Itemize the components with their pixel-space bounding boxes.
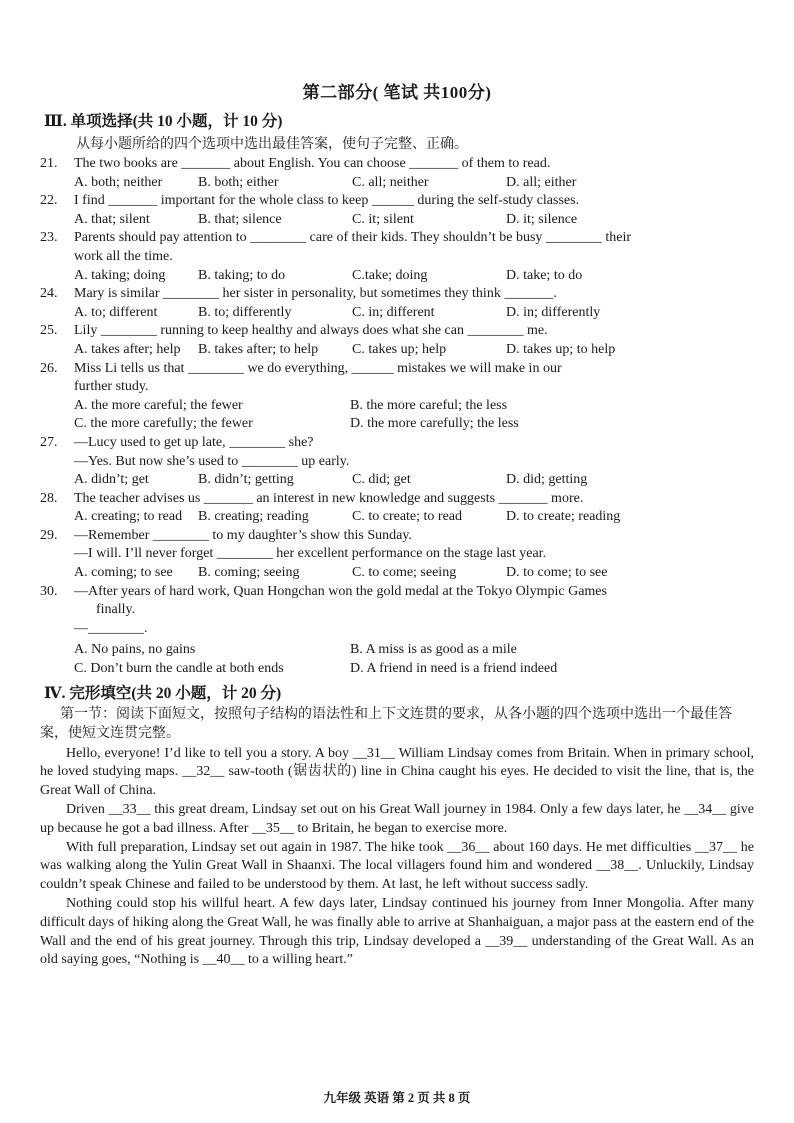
question-text-continued: further study. (74, 379, 149, 395)
passage-paragraph-4: Nothing could stop his willful heart. A few days later, Lindsay continued his journey from Inner Mongolia. After many difficult days of hiking along the Great Wall, he was finally able to arrive at Shanhaiguan, a major pass at the eastern end of the Wall and the end of his great journey. Through this trip, Lindsay developed a __39__ understanding of the Great Wall. As an old saying goes, “Nothing is __40__ to a willing heart.” (40, 896, 754, 968)
option-a: A. that; silent (74, 211, 150, 227)
section-3-heading: Ⅲ. 单项选择(共 10 小题，计 10 分) (44, 113, 283, 130)
option-b: B. coming; seeing (198, 565, 300, 581)
question-21 (40, 155, 754, 192)
option-b: B. A miss is as good as a mile (350, 642, 517, 658)
option-b: B. the more careful; the less (350, 397, 508, 413)
question-23 (40, 229, 754, 285)
option-a: A. both; neither (74, 174, 163, 190)
option-c: C. did; get (352, 472, 411, 488)
option-a: A. the more careful; the fewer (74, 397, 243, 413)
option-b: B. creating; reading (198, 509, 309, 525)
question-number: 21. (40, 156, 58, 171)
question-text: Lily ________ running to keep healthy and always does what she can ________ me. (74, 323, 548, 339)
cloze-passage (40, 745, 754, 971)
option-c: C. to come; seeing (352, 565, 457, 581)
question-number: 30. (40, 583, 58, 599)
question-text: —After years of hard work, Quan Hongchan won the gold medal at the Tokyo Olympic Games (74, 583, 607, 599)
question-27 (40, 434, 754, 490)
passage-paragraph-1: Hello, everyone! I’d like to tell you a story. A boy __31__ William Lindsay comes from Britain. When in primary school, he loved studying maps. __32__ saw-tooth (锯齿状的) line in China caught his eyes. He decided to visit the line, that is, the Great Wall of China. (40, 745, 754, 799)
page-footer: 九年级 英语 第 2 页 共 8 页 (323, 1091, 471, 1105)
option-a: A. takes after; help (74, 341, 181, 357)
question-number: 22. (40, 193, 58, 209)
option-d: D. takes up; to help (506, 341, 616, 357)
question-text: I find _______ important for the whole class to keep ______ during the self-study classes. (74, 193, 580, 209)
section-4-instruction: 第一节：阅读下面短文，按照句子结构的语法性和上下文连贯的要求，从各小题的四个选项中选出一个最佳答案，使短文连贯完整。 (40, 706, 732, 741)
section-4-heading: Ⅳ. 完形填空(共 20 小题，计 20 分) (44, 684, 282, 702)
question-text-continued: —Yes. But now she’s used to ________ up early. (74, 453, 350, 469)
option-b: B. both; either (198, 174, 279, 190)
option-b: B. takes after; to help (198, 341, 319, 357)
option-c: C. it; silent (352, 211, 414, 227)
question-number: 23. (40, 230, 58, 246)
option-d: D. take; to do (506, 267, 583, 283)
question-number: 28. (40, 490, 58, 506)
question-22 (40, 192, 754, 229)
answer-blank: —________. (74, 620, 148, 636)
option-c: C. in; different (352, 304, 435, 320)
question-24 (40, 285, 754, 322)
passage-paragraph-3: With full preparation, Lindsay set out again in 1987. The hike took __36__ about 160 days. He met difficulties __37__ he was walking along the Yulin Great Wall in Shaanxi. The local villagers found him and wondered __38__. Unluckily, Lindsay couldn’t speak Chinese and failed to be understood by them. At last, he left without success sadly. (40, 839, 754, 893)
option-b: B. taking; to do (198, 267, 286, 283)
question-number: 24. (40, 286, 58, 302)
question-25 (40, 322, 754, 359)
question-text: The teacher advises us _______ an interest in new knowledge and suggests _______ more. (74, 490, 584, 506)
question-number: 26. (40, 360, 58, 376)
option-a: A. taking; doing (74, 267, 166, 283)
option-a: A. to; different (74, 304, 158, 320)
section-3-instruction: 从每小题所给的四个选项中选出最佳答案，使句子完整、正确。 (76, 137, 468, 152)
question-text: The two books are _______ about English. You can choose _______ of them to read. (74, 156, 551, 171)
option-d: D. the more carefully; the less (350, 416, 519, 432)
question-text-continued: work all the time. (74, 248, 173, 264)
option-d: D. did; getting (506, 472, 588, 488)
option-c: C.take; doing (352, 267, 428, 283)
question-number: 25. (40, 323, 58, 339)
question-text: Parents should pay attention to ________ care of their kids. They shouldn’t be busy ________ their (74, 230, 632, 246)
question-26 (40, 360, 754, 434)
question-text: —Lucy used to get up late, ________ she? (74, 434, 314, 450)
option-d: D. it; silence (506, 211, 578, 227)
question-text-continued: —I will. I’ll never forget ________ her excellent performance on the stage last year. (74, 546, 547, 562)
question-text-continued: finally. (96, 602, 136, 618)
question-number: 29. (40, 527, 58, 543)
option-c: C. the more carefully; the fewer (74, 416, 253, 432)
part-title: 第二部分( 笔试 共100分) (302, 83, 492, 102)
option-a: A. creating; to read (74, 509, 183, 525)
question-text: Miss Li tells us that ________ we do everything, ______ mistakes we will make in our (74, 360, 562, 376)
option-d: D. to create; reading (506, 509, 621, 525)
option-c: C. Don’t burn the candle at both ends (74, 661, 284, 677)
option-c: C. to create; to read (352, 509, 463, 525)
question-text: —Remember ________ to my daughter’s show this Sunday. (74, 527, 412, 543)
option-b: B. didn’t; getting (198, 472, 294, 488)
question-number: 27. (40, 434, 58, 450)
option-a: A. No pains, no gains (74, 642, 196, 658)
option-a: A. didn’t; get (74, 472, 149, 488)
passage-paragraph-2: Driven __33__ this great dream, Lindsay set out on his Great Wall journey in 1984. Only a few days later, he __34__ give up because he got a bad illness. After __35__ to Britain, he began to exercise more. (40, 802, 754, 836)
option-c: C. all; neither (352, 174, 429, 190)
option-c: C. takes up; help (352, 341, 447, 357)
option-a: A. coming; to see (74, 565, 173, 581)
question-text: Mary is similar ________ her sister in personality, but sometimes they think _______. (74, 286, 557, 302)
question-29 (40, 527, 754, 583)
question-30 (40, 583, 754, 679)
option-b: B. to; differently (198, 304, 292, 320)
question-28 (40, 490, 754, 527)
option-d: D. all; either (506, 174, 577, 190)
option-d: D. A friend in need is a friend indeed (350, 661, 558, 677)
option-d: D. in; differently (506, 304, 601, 320)
option-b: B. that; silence (198, 211, 282, 227)
option-d: D. to come; to see (506, 565, 608, 581)
